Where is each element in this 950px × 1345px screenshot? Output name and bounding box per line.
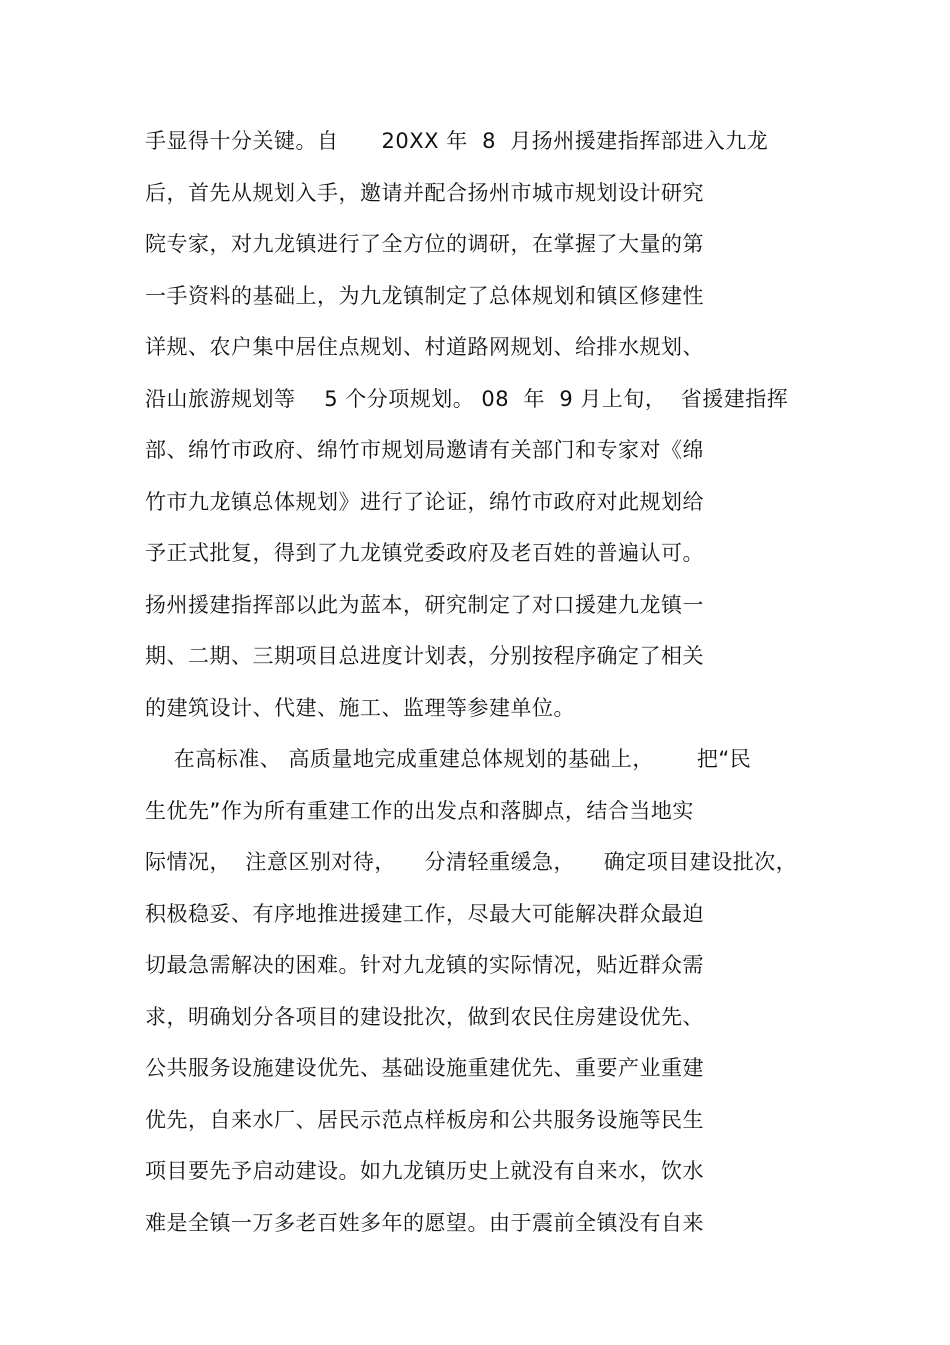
text-line: 切最急需解决的困难。针对九龙镇的实际情况，贴近群众需 xyxy=(145,953,704,977)
text-line: 期、二期、三期项目总进度计划表，分别按程序确定了相关 xyxy=(145,644,704,668)
text-line: 项目要先予启动建设。如九龙镇历史上就没有自来水，饮水 xyxy=(145,1159,704,1183)
text-line: 一手资料的基础上，为九龙镇制定了总体规划和镇区修建性 xyxy=(145,284,704,308)
text-line: 生优先”作为所有重建工作的出发点和落脚点，结合当地实 xyxy=(145,799,694,823)
text-line: 难是全镇一万多老百姓多年的愿望。由于震前全镇没有自来 xyxy=(145,1211,704,1235)
text-line: 的建筑设计、代建、施工、监理等参建单位。 xyxy=(145,696,575,720)
text-line: 公共服务设施建设优先、基础设施重建优先、重要产业重建 xyxy=(145,1056,704,1080)
text-line: 竹市九龙镇总体规划》进行了论证，绵竹市政府对此规划给 xyxy=(145,490,704,514)
text-line: 扬州援建指挥部以此为蓝本，研究制定了对口援建九龙镇一 xyxy=(145,593,704,617)
text-line: 优先，自来水厂、居民示范点样板房和公共服务设施等民生 xyxy=(145,1108,704,1132)
text-line: 际情况， 注意区别对待， 分清轻重缓急， 确定项目建设批次， xyxy=(145,850,798,874)
text-line: 在高标准、 高质量地完成重建总体规划的基础上， 把“民 xyxy=(145,747,752,771)
text-line: 部、绵竹市政府、绵竹市规划局邀请有关部门和专家对《绵 xyxy=(145,438,704,462)
text-line: 手显得十分关键。自 20XX 年 8 月扬州援建指挥部进入九龙 xyxy=(145,129,769,153)
text-line: 求，明确划分各项目的建设批次，做到农民住房建设优先、 xyxy=(145,1005,704,1029)
text-line: 沿山旅游规划等 5 个分项规划。 08 年 9 月上旬， 省援建指挥 xyxy=(145,387,789,411)
text-line: 后，首先从规划入手，邀请并配合扬州市城市规划设计研究 xyxy=(145,181,704,205)
text-line: 积极稳妥、有序地推进援建工作，尽最大可能解决群众最迫 xyxy=(145,902,704,926)
text-line: 院专家，对九龙镇进行了全方位的调研，在掌握了大量的第 xyxy=(145,232,704,256)
text-line: 予正式批复，得到了九龙镇党委政府及老百姓的普遍认可。 xyxy=(145,541,704,565)
text-line: 详规、农户集中居住点规划、村道路网规划、给排水规划、 xyxy=(145,335,704,359)
